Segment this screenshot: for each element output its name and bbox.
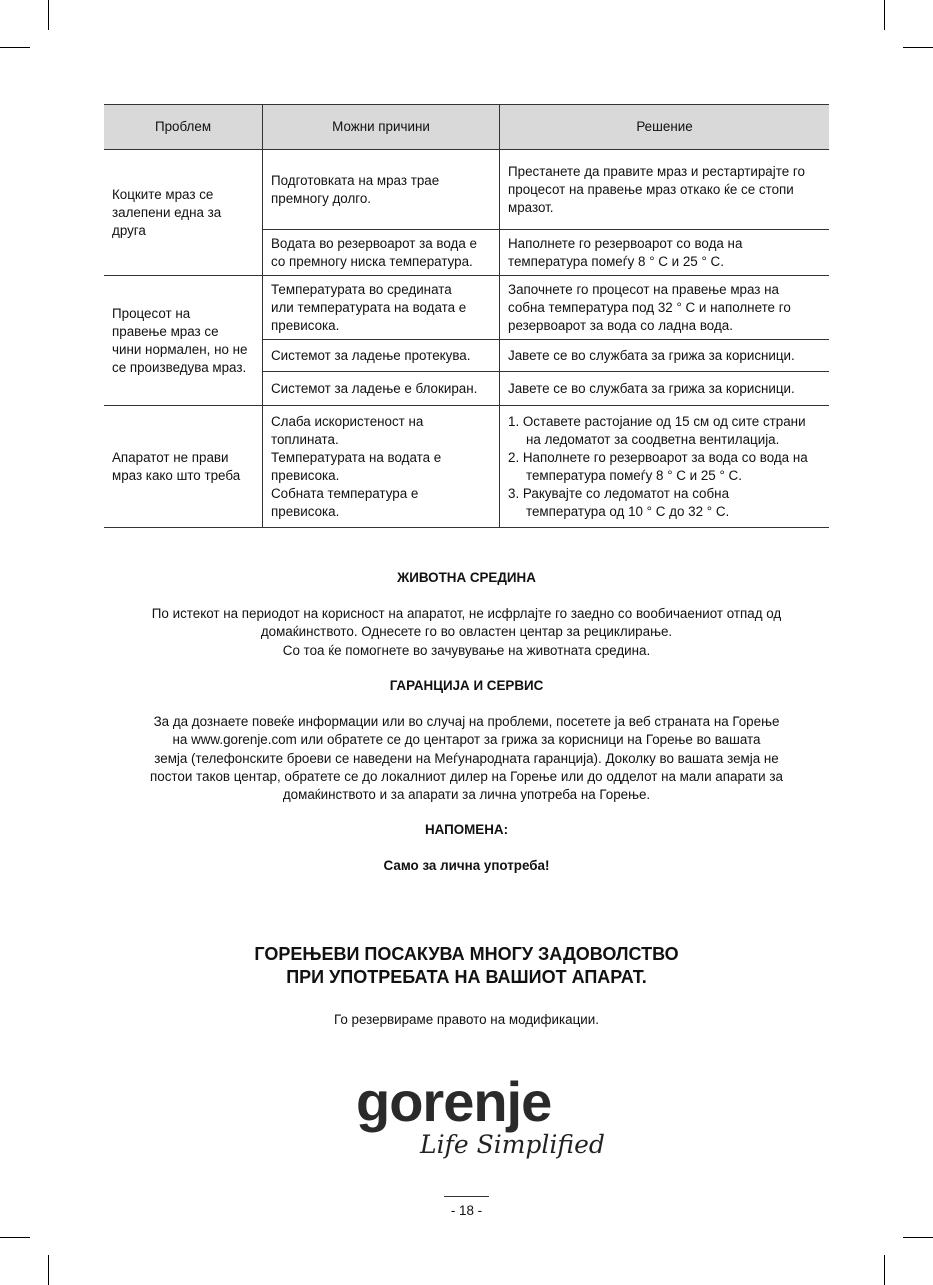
crop-mark bbox=[903, 1237, 933, 1238]
environment-heading: ЖИВОТНА СРЕДИНА bbox=[397, 570, 536, 585]
cause-cell: Температурата во средината или температурата на водата е превисока. bbox=[263, 276, 500, 340]
solution-cell: Престанете да правите мраз и рестартирајте го процесот на правење мраз откако ќе се стопи мразот. bbox=[500, 150, 830, 230]
logo-tagline: Life Simplified bbox=[420, 1130, 605, 1159]
cause-cell: Системот за ладење протекува. bbox=[263, 340, 500, 372]
environment-section bbox=[104, 569, 829, 660]
environment-text: По истекот на периодот на корисност на апаратот, не исфрлајте го заедно со вообичаениот отпад од bbox=[151, 606, 782, 622]
crop-mark bbox=[884, 1255, 885, 1285]
solution-cell: Јавете се во службата за грижа за корисници. bbox=[500, 340, 830, 372]
header-causes: Можни причини bbox=[263, 105, 500, 150]
solution-cell: 1. Оставете растојание од 15 см од сите страни на ледоматот за соодветна вентилација. 2. Наполнете го резервоарот за вода со вода на температура помеѓу 8 ° C и 25 ° C. 3. Ракувајте со ледоматот на собна температура од 10 ° C до 32 ° C. bbox=[500, 406, 830, 528]
note-heading: НАПОМЕНА: bbox=[424, 822, 509, 837]
warranty-text: на www.gorenje.com или обратете се до центарот за грижа за корисници на Горење во вашата bbox=[172, 732, 761, 748]
note-section bbox=[104, 821, 829, 875]
crop-mark bbox=[0, 47, 30, 48]
header-problem: Проблем bbox=[104, 105, 263, 150]
cause-cell: Подготовката на мраз трае премногу долго. bbox=[263, 150, 500, 230]
header-solution: Решение bbox=[500, 105, 830, 150]
cause-cell: Слаба искористеност на топлината. Температурата на водата е превисока. Собната температура е превисока. bbox=[263, 406, 500, 528]
warranty-section bbox=[104, 677, 829, 804]
warranty-text: За да дознаете повеќе информации или во случај на проблеми, посетете ја веб страната на Горење bbox=[153, 714, 780, 730]
crop-mark bbox=[884, 0, 885, 30]
note-text: Само за лична употреба! bbox=[383, 858, 550, 874]
warranty-heading: ГАРАНЦИЈА И СЕРВИС bbox=[389, 678, 544, 693]
warranty-text: постои таков центар, обратете се до локалниот дилер на Горење или до одделот на мали апарати за bbox=[150, 768, 783, 784]
solution-cell: Јавете се во службата за грижа за корисници. bbox=[500, 372, 830, 406]
crop-mark bbox=[903, 47, 933, 48]
crop-mark bbox=[0, 1237, 30, 1238]
gorenje-logo: gorenje bbox=[356, 1070, 552, 1133]
problem-cell: Процесот на правење мраз се чини нормален, но не се произведува мраз. bbox=[104, 276, 263, 406]
solution-cell: Наполнете го резервоарот со вода на температура помеѓу 8 ° C и 25 ° C. bbox=[500, 230, 830, 276]
page-number-rule bbox=[444, 1196, 489, 1197]
solution-cell: Започнете го процесот на правење мраз на собна температура под 32 ° C и наполнете го резервоарот за вода со ладна вода. bbox=[500, 276, 830, 340]
warranty-text: домаќинството и за апарати за лична употреба на Горење. bbox=[282, 787, 651, 803]
closing-message: ГОРЕЊЕВИ ПОСАКУВА МНОГУ ЗАДОВОЛСТВО ПРИ УПОТРЕБАТА НА ВАШИОТ АПАРАТ. bbox=[254, 944, 679, 987]
environment-text: домаќинството. Однесете го во овластен центар за рециклирање. bbox=[260, 624, 673, 640]
warranty-text: земја (телефонските броеви се наведени на Меѓународната гаранција). Доколку во вашата земја не bbox=[154, 750, 779, 766]
rights-text: Го резервираме правото на модификации. bbox=[334, 1012, 599, 1027]
cause-cell: Водата во резервоарот за вода е со премногу ниска температура. bbox=[263, 230, 500, 276]
page-number: - 18 - bbox=[450, 1203, 483, 1218]
cause-cell: Системот за ладење е блокиран. bbox=[263, 372, 500, 406]
crop-mark bbox=[48, 1255, 49, 1285]
troubleshooting-table bbox=[104, 104, 829, 528]
crop-mark bbox=[48, 0, 49, 30]
problem-cell: Коцките мраз се залепени една за друга bbox=[104, 150, 263, 276]
problem-cell: Апаратот не прави мраз како што треба bbox=[104, 406, 263, 528]
environment-text: Со тоа ќе помогнете во зачувување на животната средина. bbox=[282, 642, 651, 658]
